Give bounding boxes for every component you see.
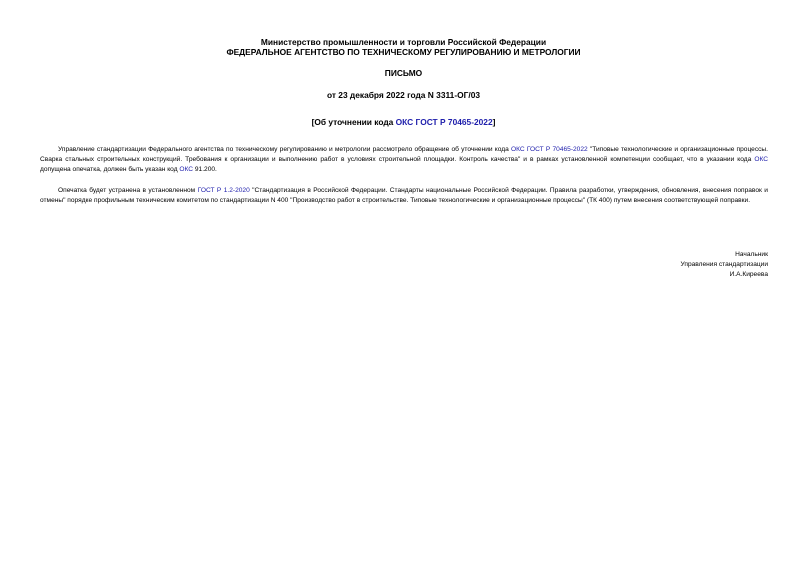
subject-link-oks-gost[interactable]: ОКС ГОСТ Р 70465-2022 — [395, 117, 493, 127]
link-oks-gost-70465[interactable]: ОКС ГОСТ Р 70465-2022 — [510, 146, 588, 153]
agency-title: ФЕДЕРАЛЬНОЕ АГЕНТСТВО ПО ТЕХНИЧЕСКОМУ РЕГУЛИРОВАНИЮ И МЕТРОЛОГИИ — [226, 47, 581, 57]
ministry-title: Министерство промышленности и торговли Российской Федерации — [260, 37, 547, 47]
document-type: ПИСЬМО — [384, 68, 423, 78]
signature-title-1: Начальник — [735, 251, 768, 258]
subject-prefix: [Об уточнении кода — [311, 117, 396, 127]
document-subject — [0, 117, 807, 127]
paragraph-1-text: "Типовые технологические и организационные процессы. Сварка стальных строительных конструкций. Требования к организации и выполнению работ в условиях строительной площадки. Контроль качества" и в рамках установленной компетенции сообщает, что в указании кода — [40, 146, 768, 163]
link-gost-1-2-2020[interactable]: ГОСТ Р 1.2-2020 — [197, 187, 250, 194]
paragraph-2-text: "Стандартизация в Российской Федерации. Стандарты национальные Российской Федерации. Правила разработки, утверждения, обновления, внесения поправок и отмены" порядке профильным техническим комитетом по стандартизации N 400 "Производство работ в строительстве. Типовые технологические и организационные процессы" (ТК 400) путем внесения соответствующей поправки. — [40, 187, 768, 204]
link-oks[interactable]: ОКС — [179, 166, 194, 173]
subject-suffix: ] — [492, 117, 496, 127]
signature-name: И.А.Киреева — [729, 271, 768, 278]
paragraph-1 — [40, 145, 768, 175]
paragraph-1-text: 91.200. — [193, 166, 217, 173]
signature-title-2: Управления стандартизации — [680, 261, 768, 268]
document-date-number: от 23 декабря 2022 года N 3311-ОГ/03 — [326, 90, 481, 100]
paragraph-2-text: Опечатка будет устранена в установленном — [58, 187, 198, 194]
link-oks[interactable]: ОКС — [754, 156, 768, 163]
paragraph-2 — [40, 186, 768, 206]
paragraph-1-text: Управление стандартизации Федерального агентства по техническому регулированию и метрологии рассмотрело обращение об уточнении кода — [58, 146, 511, 153]
paragraph-1-text: допущена опечатка, должен быть указан код — [40, 166, 180, 173]
